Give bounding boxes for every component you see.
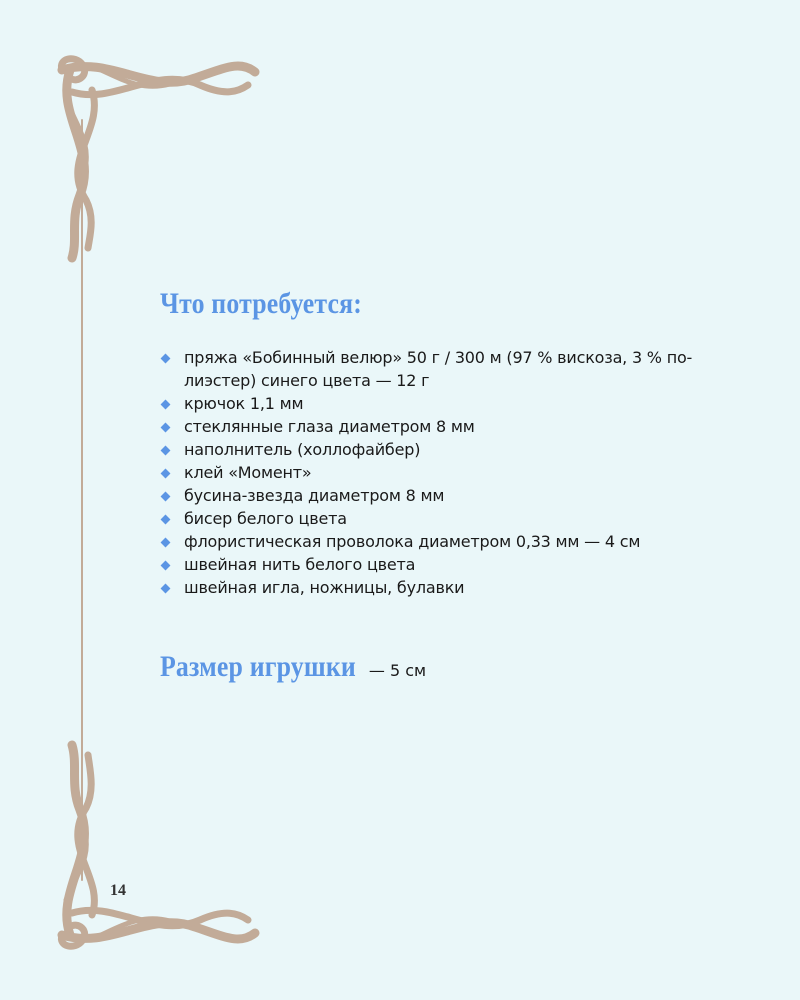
list-item <box>162 507 722 530</box>
list-item <box>162 392 722 415</box>
diamond-bullet-icon <box>161 469 171 479</box>
list-item <box>162 576 722 599</box>
toy-size-value: — 5 см <box>368 661 427 680</box>
list-item <box>162 438 722 461</box>
list-item-text: пряжа «Бобинный велюр» 50 г / 300 м (97 % вискоза, 3 % по- лиэстер) синего цвета — 12 г <box>184 348 693 390</box>
list-item <box>162 484 722 507</box>
diamond-bullet-icon <box>161 400 171 410</box>
list-item-text: клей «Момент» <box>184 463 312 482</box>
list-item <box>162 553 722 576</box>
list-item <box>162 346 722 392</box>
toy-size-line <box>160 650 426 684</box>
list-item <box>162 461 722 484</box>
diamond-bullet-icon <box>161 538 171 548</box>
diamond-bullet-icon <box>161 584 171 594</box>
list-item-text: швейная игла, ножницы, булавки <box>184 578 465 597</box>
diamond-bullet-icon <box>161 423 171 433</box>
list-item-text: крючок 1,1 мм <box>184 394 304 413</box>
diamond-bullet-icon <box>161 354 171 364</box>
materials-list <box>162 346 722 599</box>
list-item-text: бусина-звезда диаметром 8 мм <box>184 486 445 505</box>
list-item-text: наполнитель (холлофайбер) <box>184 440 421 459</box>
diamond-bullet-icon <box>161 492 171 502</box>
list-item-text: бисер белого цвета <box>184 509 347 528</box>
toy-size-heading: Размер игрушки <box>160 650 356 683</box>
materials-heading: Что потребуется: <box>160 287 363 320</box>
diamond-bullet-icon <box>161 515 171 525</box>
page-number: 14 <box>110 882 126 899</box>
list-item <box>162 530 722 553</box>
list-item <box>162 415 722 438</box>
list-item-text: стеклянные глаза диаметром 8 мм <box>184 417 475 436</box>
list-item-text: швейная нить белого цвета <box>184 555 416 574</box>
list-item-text: флористическая проволока диаметром 0,33 мм — 4 см <box>184 532 641 551</box>
diamond-bullet-icon <box>161 561 171 571</box>
diamond-bullet-icon <box>161 446 171 456</box>
